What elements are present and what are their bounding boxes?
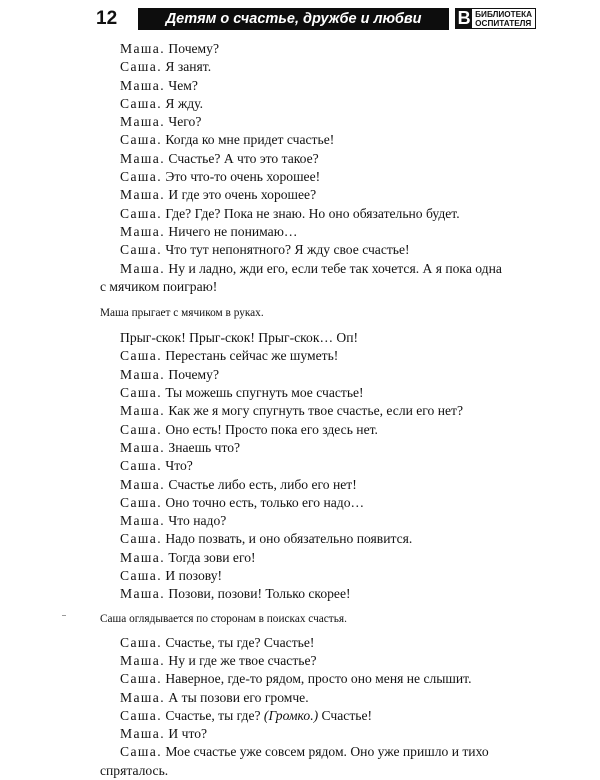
speaker-name: Саша. (120, 458, 162, 474)
dialogue-line (100, 260, 500, 278)
line-text: Что? (162, 458, 193, 474)
dialogue-line (100, 421, 500, 439)
speaker-name: Маша. (120, 187, 166, 203)
dialogue-block-3 (100, 634, 500, 707)
dialogue-line (100, 634, 500, 652)
speaker-name: Маша. (120, 726, 166, 742)
speaker-name: Саша. (120, 348, 162, 364)
speaker-name: Маша. (120, 223, 166, 239)
line-text: Когда ко мне придет счастье! (162, 132, 335, 148)
line-text: Почему? (165, 366, 219, 382)
dialogue-line (100, 347, 500, 365)
line-text: Это что-то очень хорошее! (162, 169, 321, 185)
line-text: Счастье, ты где? (162, 707, 264, 723)
speaker-name: Маша. (120, 366, 166, 382)
speaker-name: Саша. (120, 205, 162, 221)
dialogue-line (100, 652, 500, 670)
line-text: Счастье! (318, 707, 373, 723)
dialogue-line (100, 512, 500, 530)
dialogue-line (100, 585, 500, 603)
page-header (96, 8, 536, 30)
dialogue-block-4 (100, 725, 500, 762)
line-text: Оно есть! Просто пока его здесь нет. (162, 421, 378, 437)
dialogue-line (100, 150, 500, 168)
dialogue-line (100, 77, 500, 95)
line-text: Ну и ладно, жди его, если тебе так хочется. А я пока одна (165, 260, 502, 276)
speaker-name: Саша. (120, 169, 162, 185)
dialogue-line (100, 113, 500, 131)
speaker-name: Саша. (120, 671, 162, 687)
speaker-name: Саша. (120, 59, 162, 75)
dialogue-line (100, 725, 500, 743)
speaker-name: Саша. (120, 634, 162, 650)
page-number: 12 (96, 8, 118, 29)
line-text: Как же я могу спугнуть твое счастье, если его нет? (165, 403, 464, 419)
line-text: Ну и где же твое счастье? (165, 652, 317, 668)
speaker-name: Маша. (120, 513, 166, 529)
book-title: Детям о счастье, дружбе и любви (138, 8, 449, 30)
dialogue-line (100, 494, 500, 512)
line-text: Почему? (165, 41, 219, 56)
dialogue-line: Прыг-скок! Прыг-скок! Прыг-скок… Оп! (120, 330, 359, 346)
speaker-name: Саша. (120, 385, 162, 401)
dialogue-line (100, 707, 500, 725)
line-text: Счастье, ты где? Счастье! (162, 634, 315, 650)
speaker-name: Саша. (120, 95, 162, 111)
dialogue-line (100, 241, 500, 259)
line-text: Что надо? (165, 513, 227, 529)
dialogue-line (100, 384, 500, 402)
line-text: И где это очень хорошее? (165, 187, 317, 203)
speaker-name: Маша. (120, 41, 166, 56)
dialogue-line (100, 366, 500, 384)
line-text: Тогда зови его! (165, 549, 256, 565)
line-text: Ничего не понимаю… (165, 223, 298, 239)
series-letter: В (457, 8, 471, 28)
speaker-name: Саша. (120, 744, 162, 760)
speaker-name: Маша. (120, 549, 166, 565)
dialogue-line (100, 402, 500, 420)
dialogue-continuation: спряталось. (100, 762, 169, 778)
speaker-name: Маша. (120, 150, 166, 166)
dialogue-line (100, 457, 500, 475)
line-text: Мое счастье уже совсем рядом. Оно уже пришло и тихо (162, 744, 489, 760)
dialogue-line (100, 205, 500, 223)
speaker-name: Маша. (120, 77, 166, 93)
speaker-name: Саша. (120, 568, 162, 584)
dialogue-line (100, 670, 500, 688)
speaker-name: Маша. (120, 439, 166, 455)
line-text: Я занят. (162, 59, 212, 75)
speaker-name: Маша. (120, 689, 166, 705)
speaker-name: Маша. (120, 476, 166, 492)
line-text: Я жду. (162, 95, 204, 111)
line-text: Знаешь что? (165, 439, 241, 455)
dialogue-line (100, 58, 500, 76)
line-text: Надо позвать, и оно обязательно появится. (162, 531, 413, 547)
speaker-name: Саша. (120, 531, 162, 547)
speaker-name: Саша. (120, 707, 162, 723)
dialogue-block-2 (100, 347, 500, 603)
dialogue-line (100, 131, 500, 149)
dialogue-line (100, 168, 500, 186)
speaker-name: Саша. (120, 421, 162, 437)
speaker-name: Саша. (120, 494, 162, 510)
line-text: А ты позови его громче. (165, 689, 309, 705)
line-text: Оно точно есть, только его надо… (162, 494, 365, 510)
line-text: Чего? (165, 114, 202, 130)
dialogue-line (100, 689, 500, 707)
dialogue-line (100, 549, 500, 567)
dialogue-line (100, 223, 500, 241)
play-text (100, 40, 500, 780)
dialogue-line (100, 743, 500, 761)
speaker-name: Саша. (120, 132, 162, 148)
line-text: Позови, позови! Только скорее! (165, 586, 351, 602)
speaker-name: Маша. (120, 403, 166, 419)
dialogue-continuation: с мячиком поиграю! (100, 278, 218, 294)
line-text: Чем? (165, 77, 198, 93)
dialogue-line (100, 40, 500, 58)
dialogue-line (100, 439, 500, 457)
speaker-name: Маша. (120, 260, 166, 276)
series-name: БИБЛИОТЕКА ОСПИТАТЕЛЯ (475, 9, 532, 28)
line-text: Что тут непонятного? Я жду свое счастье! (162, 242, 410, 258)
line-text: Где? Где? Пока не знаю. Но оно обязательно будет. (162, 205, 460, 221)
dialogue-line (100, 530, 500, 548)
speaker-name: Саша. (120, 242, 162, 258)
line-text: Счастье либо есть, либо его нет! (165, 476, 357, 492)
series-logo (455, 8, 536, 29)
parenthetical-remark: (Громко.) (263, 707, 319, 723)
line-text: И что? (165, 726, 208, 742)
stage-direction: Саша оглядывается по сторонам в поисках счастья. (100, 612, 347, 625)
dialogue-line (100, 567, 500, 585)
speaker-name: Маша. (120, 114, 166, 130)
dialogue-block-1 (100, 40, 500, 278)
dialogue-line (100, 186, 500, 204)
dialogue-line (100, 95, 500, 113)
line-text: И позову! (162, 568, 223, 584)
line-text: Перестань сейчас же шуметь! (162, 348, 339, 364)
speaker-name: Маша. (120, 586, 166, 602)
line-text: Ты можешь спугнуть мое счастье! (162, 385, 364, 401)
margin-mark (62, 615, 66, 616)
dialogue-line (100, 476, 500, 494)
speaker-name: Маша. (120, 652, 166, 668)
line-text: Счастье? А что это такое? (165, 150, 319, 166)
stage-direction: Маша прыгает с мячиком в руках. (100, 307, 264, 320)
line-text: Наверное, где-то рядом, просто оно меня не слышит. (162, 671, 472, 687)
